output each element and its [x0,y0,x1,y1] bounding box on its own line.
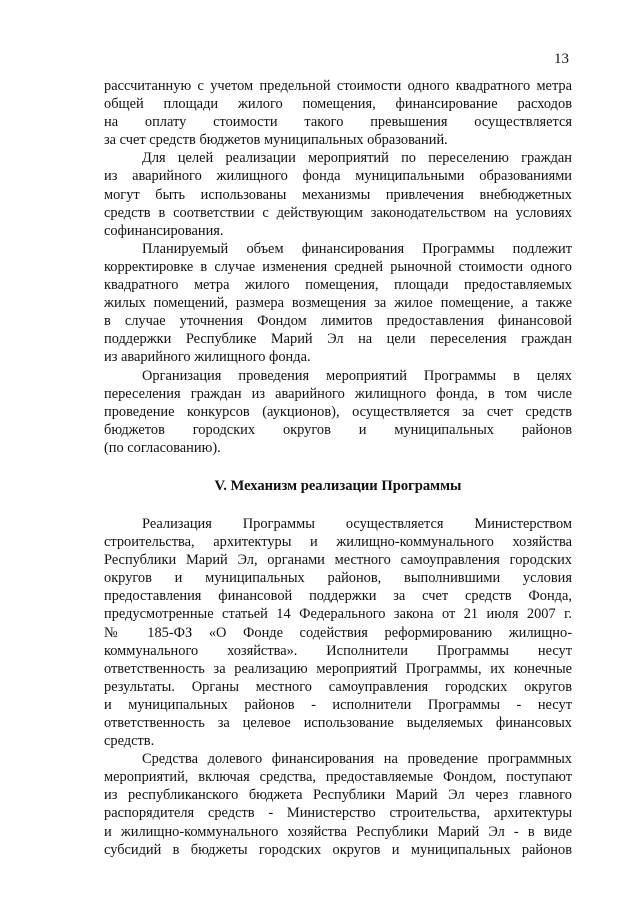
text-line: рассчитанную с учетом предельной стоимости одного квадратного метра [104,78,572,94]
text-line: Республики Марий Эл, органами местного самоуправления городских [104,552,572,569]
text-line: переселения граждан из аварийного жилищного фонда, в том числе [104,385,572,402]
text-line: за счет средств бюджетов муниципальных образований. [104,132,448,149]
paragraph [104,77,572,149]
text-line: корректировке в случае изменения средней рыночной стоимости одного [104,258,572,275]
paragraph [104,240,572,367]
text-line: (по согласованию). [104,439,221,456]
text-line: из республиканского бюджета Республики Марий Эл через главного [104,787,572,804]
page-number: 13 [554,51,569,67]
text-line: проведение конкурсов (аукционов), осуществляется за счет средств [104,403,572,420]
text-line: ответственность за целевое использование выделяемых финансовых [104,715,572,731]
text-line: предоставления финансовой поддержки за счет средств Фонда, [104,588,572,605]
text-line: могут быть использованы механизмы привлечения внебюджетных [104,186,572,203]
text-line: Средства долевого финансирования на проведение программных [142,751,572,768]
text-line: бюджетов городских округов и муниципальных районов [104,421,572,438]
text-line: и жилищно-коммунального хозяйства Республики Марий Эл - в виде [104,823,572,840]
text-line: квадратного метра жилого помещения, площади предоставляемых [104,277,572,294]
text-line: округов и муниципальных районов, выполнившими условия [104,570,572,587]
text-line: на оплату стоимости такого превышения осуществляется [104,114,572,131]
text-line: мероприятий, включая средства, предоставляемые Фондом, поступают [104,769,572,786]
text-line: жилых помещений, размера возмещения за жилое помещение, а также [104,295,572,312]
text-line: № 185-ФЗ «О Фонде содействия реформированию жилищно- [104,624,572,641]
text-line: субсидий в бюджеты городских округов и муниципальных районов [104,841,572,858]
text-line: ответственность за реализацию мероприятий Программы, их конечные [104,660,572,677]
text-line: софинансирования. [104,222,224,239]
text-line: из аварийного жилищного фонда муниципальными образованиями [104,168,572,185]
text-line: средств. [104,733,155,750]
text-line: Организация проведения мероприятий Программы в целях [142,367,572,384]
text-line: коммунального хозяйства». Исполнители Программы несут [104,642,572,659]
paragraph [104,750,572,859]
paragraph [104,515,572,750]
text-line: и муниципальных районов - исполнители Программы - несут [104,696,572,713]
text-line: строительства, архитектуры и жилищно-коммунального хозяйства [104,534,572,551]
section-heading: V. Механизм реализации Программы [214,477,462,494]
paragraph [104,367,572,457]
text-line: средств в соответствии с действующим законодательством на условиях [104,204,572,221]
text-line: результаты. Органы местного самоуправления городских округов [104,678,572,695]
text-line: предусмотренные статьей 14 Федерального закона от 21 июля 2007 г. [104,606,572,623]
document-body [104,77,572,859]
text-line: Планируемый объем финансирования Программы подлежит [142,240,572,257]
text-line: в случае уточнения Фондом лимитов предоставления финансовой [104,313,572,330]
text-line: распорядителя средств - Министерство строительства, архитектуры [104,805,572,822]
text-line: общей площади жилого помещения, финансирование расходов [104,96,572,113]
text-line: Реализация Программы осуществляется Министерством [142,515,572,532]
text-line: Для целей реализации мероприятий по переселению граждан [142,150,572,167]
text-line: из аварийного жилищного фонда. [104,349,311,366]
paragraph [104,149,572,239]
text-line: поддержки Республике Марий Эл на цели переселения граждан [104,331,572,348]
